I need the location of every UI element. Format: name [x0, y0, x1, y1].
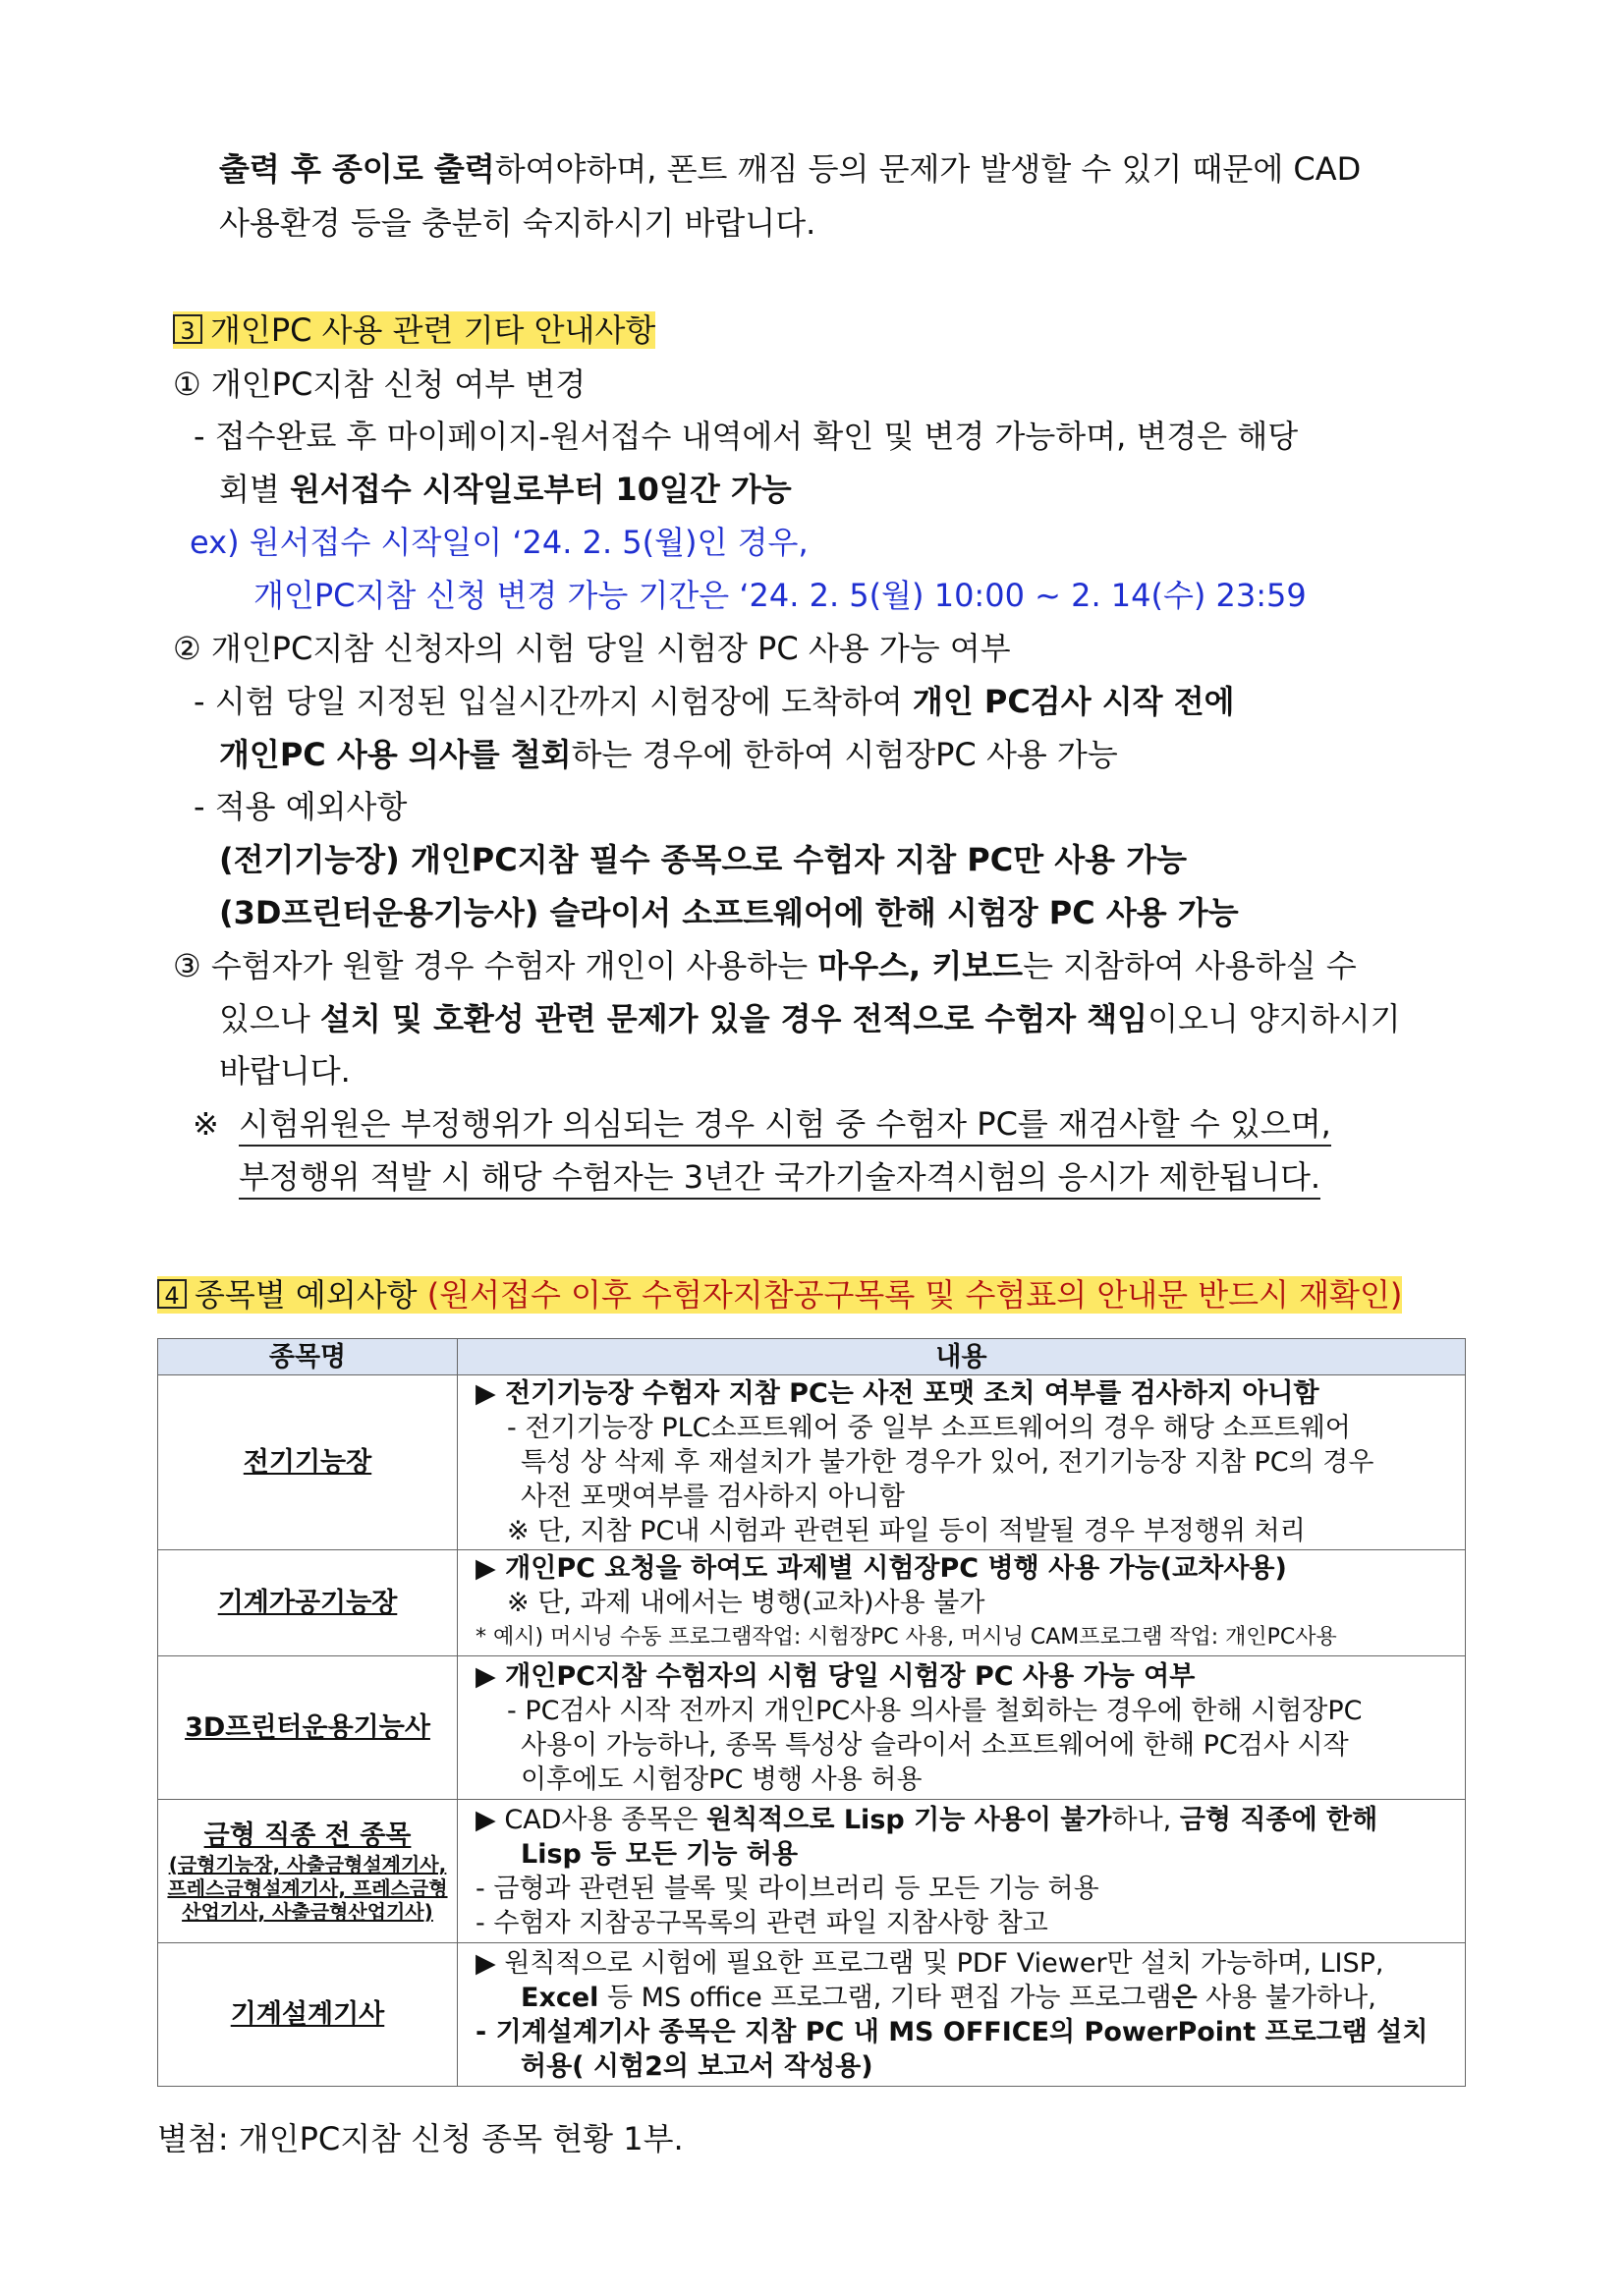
row-name-text: 금형 직종 전 종목	[203, 1820, 412, 1851]
item-2-line-2-b: 하는 경우에 한하여 시험장PC 사용 가능	[571, 736, 1118, 773]
section-3-title: 개인PC 사용 관련 기타 안내사항	[210, 311, 656, 349]
content-segment: 금형 직종에 한해	[1179, 1804, 1378, 1835]
table-row	[158, 1800, 1466, 1943]
item-3-line-1	[173, 946, 1357, 985]
intro-rest: 하여야하며, 폰트 깨짐 등의 문제가 발생할 수 있기 때문에 CAD	[494, 150, 1362, 188]
item-3-line-2-b: 설치 및 호환성 관련 문제가 있을 경우 전적으로 수험자 책임	[319, 1000, 1148, 1037]
item-1-title: ① 개인PC지참 신청 여부 변경	[173, 365, 587, 403]
row-name: 기계설계기사	[158, 1943, 458, 2087]
content-line: ▶ 개인PC 요청을 하여도 과제별 시험장PC 병행 사용 가능(교차사용)	[476, 1553, 1287, 1584]
section-4-title: 종목별 예외사항	[195, 1276, 418, 1314]
content-line: ▶ 전기기능장 수험자 지참 PC는 사전 포맷 조치 여부를 검사하지 아니함	[476, 1378, 1319, 1409]
note-line-2-text: 부정행위 적발 시 해당 수험자는 3년간 국가기술자격시험의 응시가 제한됩니다.	[239, 1158, 1320, 1200]
item-3-line-2	[219, 999, 1401, 1038]
table-row	[158, 1550, 1466, 1656]
row-name: 전기기능장	[158, 1375, 458, 1550]
item-1-line-2-b: 원서접수 시작일로부터 10일간 가능	[290, 471, 792, 508]
section-4-heading	[157, 1275, 1402, 1315]
item-2-line-5: (3D프린터운용기능사) 슬라이서 소프트웨어에 한해 시험장 PC 사용 가능	[219, 894, 1239, 931]
row-content	[458, 1656, 1466, 1800]
attachment-note: 별첨: 개인PC지참 신청 종목 현황 1부.	[157, 2120, 684, 2157]
row-content	[458, 1943, 1466, 2087]
content-segment: 하나,	[1111, 1804, 1180, 1835]
row-name	[158, 1800, 458, 1943]
note-mark: ※	[193, 1105, 219, 1143]
section-3-heading	[173, 310, 655, 350]
content-line	[476, 1981, 1451, 2015]
content-segment: 등 MS office 프로그램, 기타 편집 가능 프로그램	[598, 1982, 1172, 2013]
item-2-line-1	[194, 682, 1235, 721]
section-4-number: 4	[157, 1279, 187, 1309]
row-name-sub: (금형기능장, 사출금형설계기사, 프레스금형설계기사, 프레스금형산업기사, 사출금형산업기사)	[167, 1853, 448, 1924]
content-line: ▶ 원칙적으로 시험에 필요한 프로그램 및 PDF Viewer만 설치 가능하며, LISP,	[476, 1947, 1384, 1979]
content-line: ▶ 개인PC지참 수험자의 시험 당일 시험장 PC 사용 가능 여부	[476, 1660, 1196, 1692]
table-header-row	[158, 1339, 1466, 1375]
item-2-line-4: (전기기능장) 개인PC지참 필수 종목으로 수험자 지참 PC만 사용 가능	[219, 841, 1188, 878]
note-line-2	[239, 1157, 1320, 1197]
table-row	[158, 1943, 1466, 2087]
item-1-line-2-a: 회별	[219, 471, 290, 508]
example-line-2: 개인PC지참 신청 변경 가능 기간은 ‘24. 2. 5(월) 10:00 ~ 2. 14(수) 23:59	[253, 577, 1307, 614]
item-3-line-2-c: 이오니 양지하시기	[1148, 1000, 1401, 1037]
example-line-1: ex) 원서접수 시작일이 ‘24. 2. 5(월)인 경우,	[190, 524, 809, 561]
content-segment: 원칙적으로 Lisp 기능 사용이 불가	[706, 1804, 1112, 1835]
intro-line-1	[219, 149, 1361, 189]
content-line: - 기계설계기사 종목은 지참 PC 내 MS OFFICE의 PowerPoint 프로그램 설치	[476, 2016, 1428, 2047]
content-line: * 예시) 머시닝 수동 프로그램작업: 시험장PC 사용, 머시닝 CAM프로그램 작업: 개인PC사용	[476, 1625, 1337, 1650]
content-line: 사전 포맷여부를 검사하지 아니함	[521, 1482, 905, 1512]
content-segment: Excel	[521, 1982, 599, 2013]
item-2-line-2	[219, 735, 1118, 774]
content-segment: 은	[1171, 1982, 1198, 2013]
content-line: 사용이 가능하나, 종목 특성상 슬라이서 소프트웨어에 한해 PC검사 시작	[521, 1729, 1349, 1761]
content-line: - 전기기능장 PLC소프트웨어 중 일부 소프트웨어의 경우 해당 소프트웨어	[507, 1413, 1351, 1443]
row-name: 3D프린터운용기능사	[158, 1656, 458, 1800]
item-3-line-2-a: 있으나	[219, 1000, 320, 1037]
note-line-1	[239, 1104, 1331, 1144]
content-line: 이후에도 시험장PC 병행 사용 허용	[521, 1764, 923, 1795]
section-4-subtitle: (원서접수 이후 수험자지참공구목록 및 수험표의 안내문 반드시 재확인)	[426, 1276, 1403, 1314]
content-line: 허용( 시험2의 보고서 작성용)	[521, 2050, 873, 2082]
row-content	[458, 1550, 1466, 1656]
header-item-name: 종목명	[158, 1339, 458, 1375]
note-line-1-text: 시험위원은 부정행위가 의심되는 경우 시험 중 수험자 PC를 재검사할 수 있으며,	[239, 1105, 1331, 1147]
row-content	[458, 1375, 1466, 1550]
item-3-line-3: 바랍니다.	[219, 1052, 351, 1090]
row-name: 기계가공기능장	[158, 1550, 458, 1656]
header-content: 내용	[458, 1339, 1466, 1375]
item-2-title: ② 개인PC지참 신청자의 시험 당일 시험장 PC 사용 가능 여부	[173, 630, 1011, 667]
content-line: - 수험자 지참공구목록의 관련 파일 지참사항 참고	[476, 1907, 1048, 1938]
content-line	[476, 1803, 1451, 1837]
item-2-line-2-a: 개인PC 사용 의사를 철회	[219, 736, 572, 773]
intro-line-2: 사용환경 등을 충분히 숙지하시기 바랍니다.	[219, 204, 816, 242]
item-3-line-1-a: ③ 수험자가 원할 경우 수험자 개인이 사용하는	[173, 947, 818, 984]
table-row	[158, 1375, 1466, 1550]
content-line: Lisp 등 모든 기능 허용	[521, 1838, 799, 1870]
item-2-line-1-b: 개인 PC검사 시작 전에	[912, 683, 1235, 720]
content-line: 특성 상 삭제 후 재설치가 불가한 경우가 있어, 전기기능장 지참 PC의 경우	[521, 1447, 1374, 1478]
table-row	[158, 1656, 1466, 1800]
intro-bold: 출력 후 종이로 출력	[219, 150, 495, 188]
item-2-line-3: - 적용 예외사항	[194, 788, 408, 825]
content-segment: ▶ CAD사용 종목은	[476, 1804, 707, 1835]
content-line: - 금형과 관련된 블록 및 라이브러리 등 모든 기능 허용	[476, 1873, 1099, 1904]
content-segment: 사용 불가하나,	[1197, 1982, 1376, 2013]
section-3-number: 3	[173, 314, 202, 344]
item-1-line-2	[219, 470, 792, 509]
item-3-line-1-c: 는 지참하여 사용하실 수	[1023, 947, 1357, 984]
content-line: - PC검사 시작 전까지 개인PC사용 의사를 철회하는 경우에 한해 시험장PC	[507, 1695, 1363, 1726]
item-2-line-1-a: - 시험 당일 지정된 입실시간까지 시험장에 도착하여	[194, 683, 913, 720]
content-line: ※ 단, 지참 PC내 시험과 관련된 파일 등이 적발될 경우 부정행위 처리	[507, 1516, 1306, 1546]
item-1-line-1: - 접수완료 후 마이페이지-원서접수 내역에서 확인 및 변경 가능하며, 변경은 해당	[194, 418, 1299, 455]
item-3-line-1-b: 마우스, 키보드	[817, 947, 1024, 984]
content-line: ※ 단, 과제 내에서는 병행(교차)사용 불가	[507, 1588, 985, 1618]
row-content	[458, 1800, 1466, 1943]
exception-table	[157, 1338, 1466, 2087]
